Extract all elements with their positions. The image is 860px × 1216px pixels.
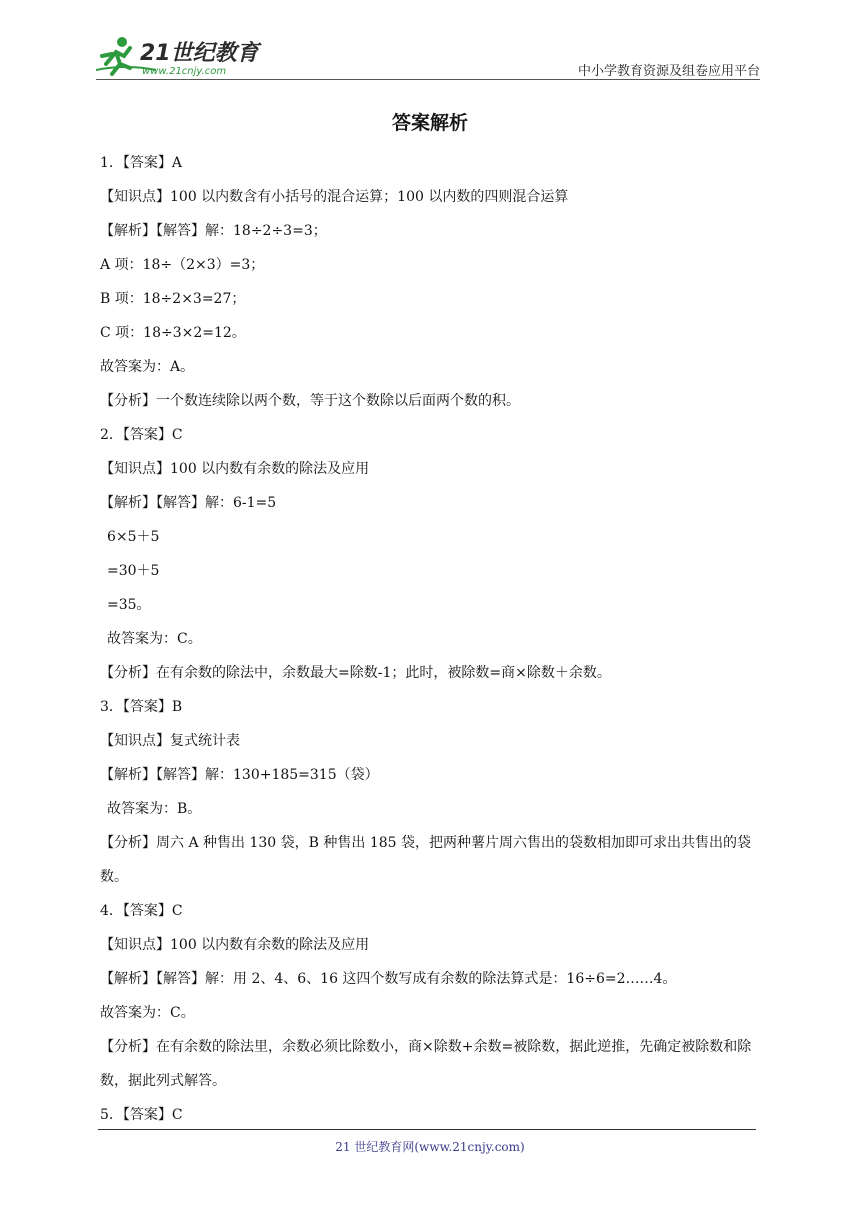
q2-step-1: 6×5＋5	[107, 529, 160, 545]
q1-option-a: A 项：18÷（2×3）=3；	[100, 257, 265, 273]
q3-conclusion: 故答案为：B。	[107, 801, 202, 817]
q1-option-b: B 项：18÷2×3=27；	[100, 291, 246, 307]
page-footer: 21 世纪教育网(www.21cnjy.com)	[335, 1140, 525, 1154]
q1-knowledge-point: 【知识点】100 以内数含有小括号的混合运算；100 以内数的四则混合运算	[100, 189, 569, 205]
q2-step-2: =30＋5	[107, 563, 160, 579]
header-divider	[96, 79, 760, 80]
logo-text: 21世纪教育	[140, 41, 259, 66]
footer-divider	[98, 1129, 756, 1130]
q4-solution: 【解析】【解答】解：用 2、4、6、16 这四个数写成有余数的除法算式是：16÷6=2……4。	[100, 971, 677, 987]
q4-knowledge-point: 【知识点】100 以内数有余数的除法及应用	[100, 937, 370, 953]
answer-content	[100, 146, 764, 1132]
q5-answer: 5．【答案】C	[100, 1107, 183, 1123]
q3-knowledge-point: 【知识点】复式统计表	[100, 733, 240, 749]
q2-knowledge-point: 【知识点】100 以内数有余数的除法及应用	[100, 461, 370, 477]
q2-step-3: =35。	[107, 597, 151, 613]
q3-answer: 3．【答案】B	[100, 699, 183, 715]
q2-analysis: 【分析】在有余数的除法中，余数最大=除数-1；此时，被除数=商×除数＋余数。	[100, 665, 611, 681]
q3-analysis: 【分析】周六 A 种售出 130 袋，B 种售出 185 袋，把两种薯片周六售出的袋数相加即可求出共售出的袋数。	[100, 835, 751, 885]
q3-solution: 【解析】【解答】解：130+185=315（袋）	[100, 767, 379, 783]
q1-analysis: 【分析】一个数连续除以两个数，等于这个数除以后面两个数的积。	[100, 393, 520, 409]
q4-answer: 4．【答案】C	[100, 903, 183, 919]
page-title: 答案解析	[391, 112, 468, 134]
q2-solution: 【解析】【解答】解：6-1=5	[100, 495, 277, 511]
q1-answer: 1．【答案】A	[100, 155, 183, 171]
q1-conclusion: 故答案为：A。	[100, 359, 195, 375]
q4-analysis: 【分析】在有余数的除法里，余数必须比除数小，商×除数+余数=被除数，据此逆推，先确定被除数和除数，据此列式解答。	[100, 1039, 752, 1089]
q2-conclusion: 故答案为：C。	[107, 631, 202, 647]
logo-url: www.21cnjy.com	[142, 66, 227, 77]
page-header	[96, 30, 760, 80]
q4-conclusion: 故答案为：C。	[100, 1005, 195, 1021]
header-platform-text: 中小学教育资源及组卷应用平台	[577, 64, 760, 79]
q2-answer: 2．【答案】C	[100, 427, 183, 443]
q1-solution: 【解析】【解答】解：18÷2÷3=3；	[100, 223, 327, 239]
q1-option-c: C 项：18÷3×2=12。	[100, 325, 246, 341]
logo-21cnjy	[96, 34, 296, 78]
